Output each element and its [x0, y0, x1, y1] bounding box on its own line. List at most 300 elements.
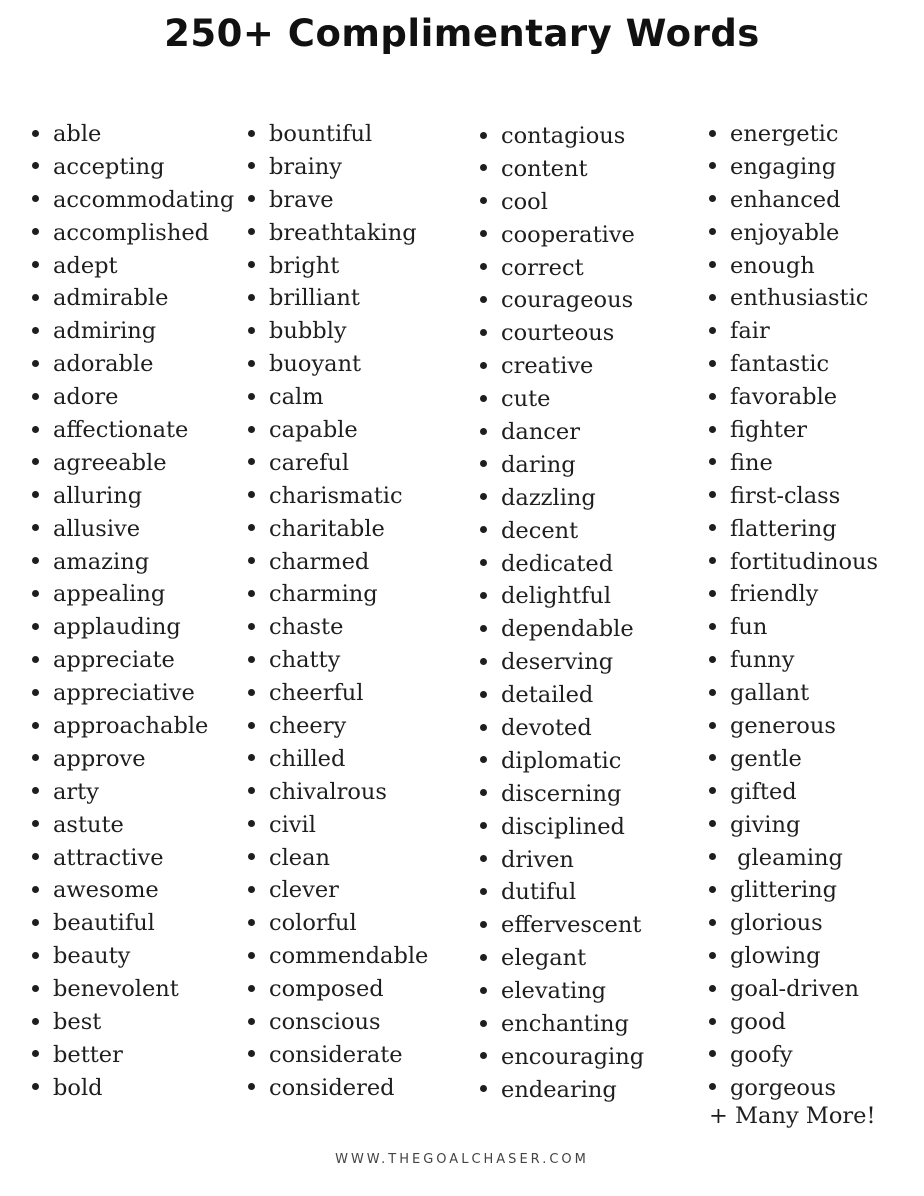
word-column-3 — [480, 120, 644, 1107]
bullet-icon — [32, 1050, 39, 1057]
bullet-icon — [709, 360, 716, 367]
word-list-item — [709, 184, 878, 217]
bullet-icon — [32, 689, 39, 696]
bullet-icon — [32, 754, 39, 761]
bullet-icon — [709, 261, 716, 268]
word-text: cooperative — [501, 221, 635, 248]
word-list-item — [480, 252, 644, 285]
word-text: fortitudinous — [730, 548, 879, 575]
word-list-item — [32, 809, 234, 842]
word-text: astute — [53, 811, 124, 838]
bullet-icon — [709, 458, 716, 465]
bullet-icon — [32, 294, 39, 301]
bullet-icon — [248, 820, 255, 827]
bullet-icon — [32, 327, 39, 334]
word-list-item — [480, 613, 644, 646]
bullet-icon — [709, 590, 716, 597]
word-text: discerning — [501, 780, 622, 807]
bullet-icon — [709, 985, 716, 992]
word-list-item — [32, 151, 234, 184]
word-text: glittering — [730, 877, 838, 904]
bullet-icon — [709, 623, 716, 630]
bullet-icon — [248, 327, 255, 334]
bullet-icon — [32, 195, 39, 202]
bullet-icon — [32, 820, 39, 827]
word-text: benevolent — [53, 976, 179, 1003]
bullet-icon — [248, 886, 255, 893]
word-list-item — [709, 381, 878, 414]
word-list-item — [480, 284, 644, 317]
word-list-item — [32, 546, 234, 579]
bullet-icon — [480, 724, 487, 731]
bullet-icon — [480, 263, 487, 270]
word-text: adorable — [53, 351, 154, 378]
bullet-icon — [709, 294, 716, 301]
bullet-icon — [709, 919, 716, 926]
bullet-icon — [248, 853, 255, 860]
word-list-item — [248, 447, 428, 480]
word-column-2 — [248, 118, 428, 1105]
word-list-item — [709, 578, 878, 611]
word-list-item — [248, 250, 428, 283]
word-list-item — [248, 151, 428, 184]
bullet-icon — [709, 853, 716, 860]
word-list-item — [32, 578, 234, 611]
bullet-icon — [480, 197, 487, 204]
word-list-item — [480, 876, 644, 909]
bullet-icon — [248, 195, 255, 202]
word-list-item — [248, 1006, 428, 1039]
word-text: gorgeous — [730, 1074, 837, 1101]
bullet-icon — [248, 985, 255, 992]
bullet-icon — [709, 656, 716, 663]
word-text: composed — [269, 976, 384, 1003]
bullet-icon — [248, 524, 255, 531]
word-list-item — [32, 348, 234, 381]
word-list-item — [248, 546, 428, 579]
bullet-icon — [480, 164, 487, 171]
word-list-item — [248, 480, 428, 513]
word-text: fair — [730, 318, 770, 345]
bullet-icon — [32, 228, 39, 235]
bullet-icon — [248, 130, 255, 137]
word-text: dependable — [501, 616, 634, 643]
word-text: able — [53, 121, 102, 147]
word-list-item — [709, 677, 878, 710]
word-list-item — [248, 414, 428, 447]
word-text: careful — [269, 449, 350, 476]
word-text: energetic — [730, 121, 839, 147]
word-list-item — [248, 315, 428, 348]
word-text: goofy — [730, 1041, 793, 1068]
word-list-item — [248, 611, 428, 644]
word-list-item — [709, 447, 878, 480]
word-list-item — [32, 1039, 234, 1072]
word-list-item — [32, 381, 234, 414]
bullet-icon — [709, 1050, 716, 1057]
word-text: commendable — [269, 943, 429, 970]
word-list-item — [248, 118, 428, 151]
website-footer: WWW.THEGOALCHASER.COM — [335, 1152, 589, 1167]
bullet-icon — [480, 789, 487, 796]
word-text: endearing — [501, 1076, 617, 1103]
word-text: calm — [269, 384, 324, 411]
word-list-item — [709, 710, 878, 743]
word-text: daring — [501, 451, 576, 478]
word-text: beautiful — [53, 910, 155, 937]
word-text: disciplined — [501, 813, 625, 840]
word-text: charismatic — [269, 482, 403, 509]
bullet-icon — [709, 162, 716, 169]
word-list-item — [709, 644, 878, 677]
bullet-icon — [709, 327, 716, 334]
word-list-item — [248, 282, 428, 315]
word-text: charitable — [269, 515, 385, 542]
bullet-icon — [480, 822, 487, 829]
word-list-item — [32, 940, 234, 973]
word-text: enough — [730, 252, 815, 279]
word-text: courteous — [501, 320, 615, 347]
word-text: favorable — [730, 384, 838, 411]
bullet-icon — [32, 1083, 39, 1090]
word-list-item — [248, 907, 428, 940]
bullet-icon — [248, 787, 255, 794]
word-text: gifted — [730, 778, 797, 805]
word-text: content — [501, 155, 588, 182]
bullet-icon — [709, 228, 716, 235]
word-list-item — [480, 416, 644, 449]
bullet-icon — [709, 952, 716, 959]
word-list-item — [32, 874, 234, 907]
word-text: deserving — [501, 649, 614, 676]
bullet-icon — [480, 921, 487, 928]
bullet-icon — [480, 230, 487, 237]
word-text: enjoyable — [730, 219, 840, 246]
word-text: creative — [501, 353, 594, 380]
bullet-icon — [248, 656, 255, 663]
word-text: accommodating — [53, 186, 235, 213]
word-text: fighter — [730, 417, 808, 444]
word-text: approachable — [53, 713, 209, 740]
bullet-icon — [32, 1018, 39, 1025]
word-list-item — [32, 447, 234, 480]
word-text: giving — [730, 811, 801, 838]
word-list-item — [480, 219, 644, 252]
word-list-item — [709, 118, 878, 151]
word-text: effervescent — [501, 912, 642, 939]
bullet-icon — [248, 590, 255, 597]
bullet-icon — [248, 491, 255, 498]
word-text: brilliant — [269, 285, 360, 312]
word-text: chilled — [269, 745, 346, 772]
bullet-icon — [248, 1018, 255, 1025]
word-text: amazing — [53, 548, 150, 575]
word-list-item — [709, 940, 878, 973]
word-list-item — [709, 250, 878, 283]
word-text: goal-driven — [730, 976, 860, 1003]
word-text: decent — [501, 517, 579, 544]
bullet-icon — [32, 656, 39, 663]
word-list-item — [248, 644, 428, 677]
word-list-item — [32, 907, 234, 940]
word-list-item — [480, 1008, 644, 1041]
word-text: courageous — [501, 287, 634, 314]
word-list-item — [480, 975, 644, 1008]
word-list-item — [709, 907, 878, 940]
bullet-icon — [709, 130, 716, 137]
word-text: bold — [53, 1074, 103, 1101]
word-text: driven — [501, 846, 574, 873]
bullet-icon — [480, 460, 487, 467]
bullet-icon — [709, 787, 716, 794]
bullet-icon — [480, 428, 487, 435]
word-text: bountiful — [269, 121, 373, 147]
word-text: correct — [501, 254, 584, 281]
word-text: affectionate — [53, 417, 189, 444]
word-list-item — [480, 778, 644, 811]
word-list-item — [480, 482, 644, 515]
word-list-item — [480, 383, 644, 416]
bullet-icon — [480, 954, 487, 961]
word-text: alluring — [53, 482, 143, 509]
word-text: clean — [269, 844, 331, 871]
word-list-item — [248, 677, 428, 710]
word-list-item — [709, 1006, 878, 1039]
word-list-item — [32, 1072, 234, 1105]
word-list-item — [248, 184, 428, 217]
bullet-icon — [709, 886, 716, 893]
bullet-icon — [480, 987, 487, 994]
bullet-icon — [480, 329, 487, 336]
word-text: admiring — [53, 318, 157, 345]
bullet-icon — [32, 985, 39, 992]
word-list-item — [709, 513, 878, 546]
word-text: brave — [269, 186, 334, 213]
word-list-item — [709, 611, 878, 644]
word-text: conscious — [269, 1009, 381, 1036]
word-text: gleaming — [730, 844, 843, 871]
word-list-item — [32, 282, 234, 315]
bullet-icon — [32, 261, 39, 268]
bullet-icon — [480, 559, 487, 566]
bullet-icon — [248, 360, 255, 367]
word-text: fantastic — [730, 351, 830, 378]
word-list-item — [32, 644, 234, 677]
word-text: better — [53, 1041, 123, 1068]
word-text: brainy — [269, 153, 342, 180]
word-text: breathtaking — [269, 219, 417, 246]
word-text: applauding — [53, 614, 181, 641]
word-list-item — [480, 580, 644, 613]
bullet-icon — [248, 754, 255, 761]
bullet-icon — [709, 722, 716, 729]
word-text: attractive — [53, 844, 164, 871]
word-text: bright — [269, 252, 340, 279]
bullet-icon — [248, 261, 255, 268]
word-list-item — [480, 317, 644, 350]
word-text: accomplished — [53, 219, 210, 246]
bullet-icon — [480, 888, 487, 895]
word-list-item — [32, 776, 234, 809]
word-text: enthusiastic — [730, 285, 869, 312]
word-text: good — [730, 1009, 786, 1036]
bullet-icon — [32, 952, 39, 959]
bullet-icon — [248, 623, 255, 630]
word-text: engaging — [730, 153, 837, 180]
bullet-icon — [32, 426, 39, 433]
bullet-icon — [480, 1085, 487, 1092]
word-text: charming — [269, 581, 378, 608]
word-list-item — [248, 776, 428, 809]
word-list-item — [32, 184, 234, 217]
bullet-icon — [480, 625, 487, 632]
word-list-item — [480, 811, 644, 844]
bullet-icon — [480, 756, 487, 763]
word-text: cute — [501, 386, 551, 413]
word-text: first-class — [730, 482, 841, 509]
bullet-icon — [248, 393, 255, 400]
word-text: agreeable — [53, 449, 167, 476]
word-text: colorful — [269, 910, 357, 937]
word-text: appreciative — [53, 680, 195, 707]
bullet-icon — [248, 162, 255, 169]
word-list-item — [32, 743, 234, 776]
bullet-icon — [709, 524, 716, 531]
word-list-item — [709, 151, 878, 184]
bullet-icon — [248, 1083, 255, 1090]
word-list-item — [480, 350, 644, 383]
word-text: dedicated — [501, 550, 614, 577]
word-list-item — [248, 513, 428, 546]
bullet-icon — [248, 557, 255, 564]
word-text: clever — [269, 877, 339, 904]
word-list-item — [709, 776, 878, 809]
word-list-item — [480, 1074, 644, 1107]
word-text: cheery — [269, 713, 347, 740]
page-title: 250+ Complimentary Words — [164, 12, 760, 55]
bullet-icon — [32, 722, 39, 729]
word-text: dancer — [501, 419, 580, 446]
word-text: glowing — [730, 943, 821, 970]
word-list-item — [248, 578, 428, 611]
word-list-item — [248, 809, 428, 842]
word-list-item — [32, 414, 234, 447]
word-text: cheerful — [269, 680, 364, 707]
word-text: awesome — [53, 877, 159, 904]
word-text: gentle — [730, 745, 802, 772]
bullet-icon — [480, 592, 487, 599]
word-text: appealing — [53, 581, 166, 608]
word-text: adept — [53, 252, 118, 279]
word-text: considerate — [269, 1041, 403, 1068]
word-text: chatty — [269, 647, 341, 674]
word-list-item — [709, 973, 878, 1006]
word-list-item — [480, 745, 644, 778]
bullet-icon — [480, 855, 487, 862]
bullet-icon — [709, 1018, 716, 1025]
word-list-item — [480, 646, 644, 679]
word-list-item — [248, 348, 428, 381]
word-list-item — [248, 381, 428, 414]
word-list-item — [709, 217, 878, 250]
word-list-item — [32, 250, 234, 283]
word-list-item — [480, 153, 644, 186]
bullet-icon — [248, 722, 255, 729]
word-list-item — [248, 842, 428, 875]
bullet-icon — [709, 689, 716, 696]
word-list-item — [480, 186, 644, 219]
bullet-icon — [32, 491, 39, 498]
bullet-icon — [709, 820, 716, 827]
word-column-1 — [32, 118, 234, 1105]
bullet-icon — [480, 658, 487, 665]
word-list-item — [480, 449, 644, 482]
word-list-item — [32, 973, 234, 1006]
word-list-item — [480, 515, 644, 548]
word-list-item — [248, 217, 428, 250]
word-text: adore — [53, 384, 119, 411]
bullet-icon — [32, 853, 39, 860]
word-list-item — [480, 548, 644, 581]
word-list-item — [709, 809, 878, 842]
bullet-icon — [248, 689, 255, 696]
word-text: detailed — [501, 682, 594, 709]
word-list-item — [248, 710, 428, 743]
word-text: fine — [730, 449, 773, 476]
word-list-item — [709, 282, 878, 315]
word-list-item — [248, 1039, 428, 1072]
word-text: devoted — [501, 715, 592, 742]
bullet-icon — [248, 952, 255, 959]
word-text: diplomatic — [501, 747, 622, 774]
word-list-item — [32, 710, 234, 743]
word-text: elegant — [501, 945, 587, 972]
word-text: delightful — [501, 583, 612, 610]
word-list-item — [480, 1041, 644, 1074]
word-text: charmed — [269, 548, 370, 575]
bullet-icon — [709, 754, 716, 761]
word-text: admirable — [53, 285, 169, 312]
bullet-icon — [709, 195, 716, 202]
word-text: dazzling — [501, 484, 596, 511]
word-text: fun — [730, 614, 768, 641]
word-list-item — [480, 844, 644, 877]
word-text: elevating — [501, 978, 607, 1005]
bullet-icon — [32, 623, 39, 630]
word-list-item — [248, 743, 428, 776]
word-column-4 — [709, 118, 878, 1105]
bullet-icon — [480, 1020, 487, 1027]
bullet-icon — [709, 426, 716, 433]
word-list-item — [709, 743, 878, 776]
word-list-item — [32, 611, 234, 644]
word-text: gallant — [730, 680, 810, 707]
word-list-item — [32, 677, 234, 710]
word-text: funny — [730, 647, 795, 674]
word-list-item — [709, 315, 878, 348]
word-text: approve — [53, 745, 146, 772]
word-list-item — [709, 414, 878, 447]
word-text: best — [53, 1009, 102, 1036]
bullet-icon — [32, 919, 39, 926]
word-text: capable — [269, 417, 358, 444]
bullet-icon — [480, 526, 487, 533]
bullet-icon — [480, 1052, 487, 1059]
bullet-icon — [480, 296, 487, 303]
bullet-icon — [248, 458, 255, 465]
word-list-item — [480, 679, 644, 712]
bullet-icon — [709, 1083, 716, 1090]
